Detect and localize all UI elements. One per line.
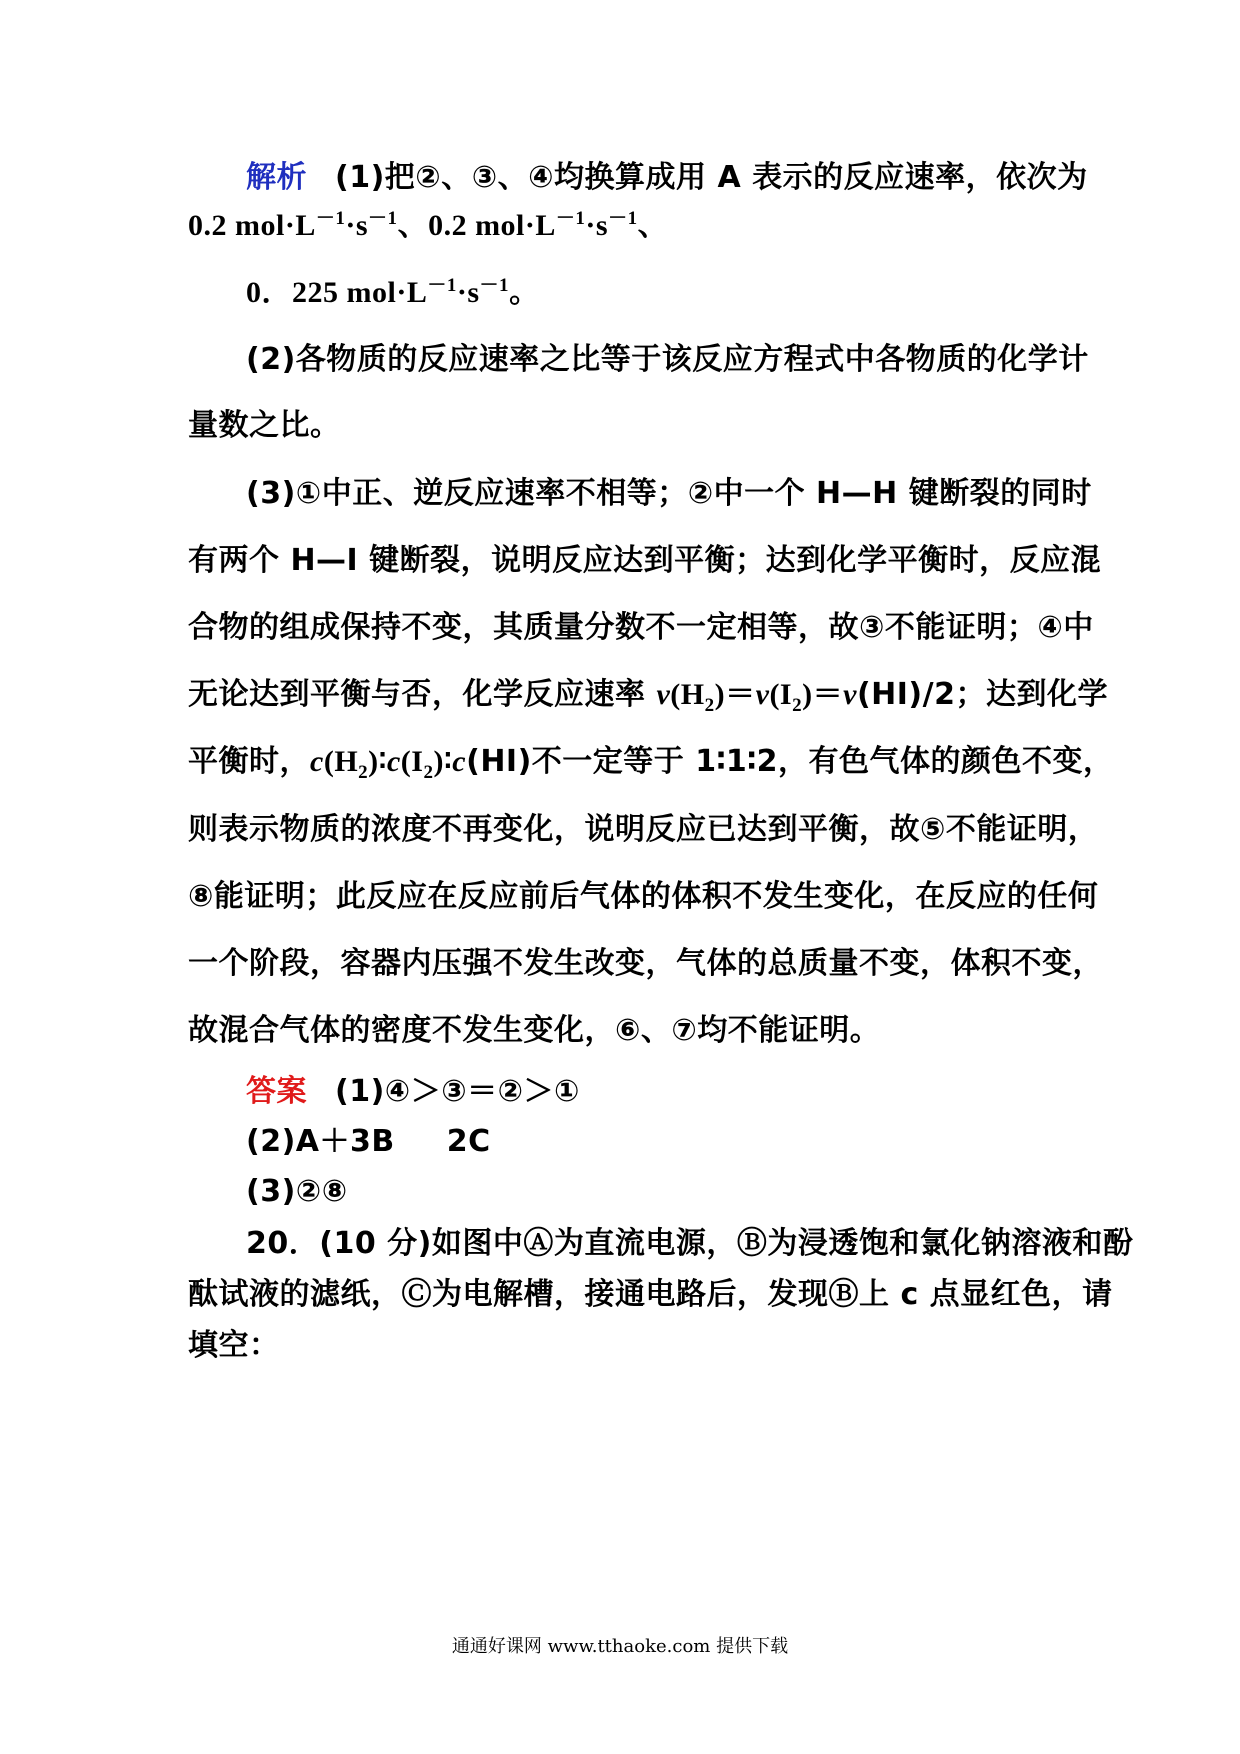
period: 。: [509, 276, 540, 309]
symbol-c: c: [310, 745, 324, 778]
answer-line-2: [246, 1122, 1058, 1162]
text-run: )＝: [714, 678, 756, 711]
analysis-line-3: [246, 273, 1058, 313]
subscript: 2: [423, 762, 434, 783]
question20-line-3: 填空：: [188, 1328, 280, 1363]
symbol-v: v: [843, 678, 857, 711]
separator: 、: [637, 209, 669, 242]
analysis-p3-line-1: (3)①中正、逆反应速率不相等；②中一个 H—H 键断裂的同时: [246, 476, 1092, 511]
answer-label: 答案: [246, 1074, 307, 1109]
text-run: )∶: [433, 745, 453, 778]
analysis-line-1: [246, 158, 1088, 198]
analysis-label: 解析: [246, 160, 307, 195]
analysis-p2-line-1: (2)各物质的反应速率之比等于该反应方程式中各物质的化学计: [246, 342, 1089, 377]
text-run: )∶: [368, 745, 387, 778]
analysis-p3-line-5: [188, 742, 1114, 783]
text-run: (I: [769, 678, 793, 711]
answer-1: (1)④＞③＝②＞①: [335, 1074, 580, 1109]
analysis-p3-line-3: 合物的组成保持不变，其质量分数不一定相等，故③不能证明；④中: [188, 610, 1094, 645]
text-run: (HI)/2；达到化学: [856, 677, 1108, 712]
analysis-p2-line-2: 量数之比。: [188, 408, 341, 443]
symbol-c: c: [452, 745, 467, 778]
subscript: 2: [792, 695, 803, 716]
separator: 、: [397, 209, 429, 242]
text-run: 无论达到平衡与否，化学反应速率: [188, 677, 657, 712]
analysis-p3-line-4: [188, 675, 1108, 716]
question20-line-1: 20．(10 分)如图中Ⓐ为直流电源，Ⓑ为浸透饱和氯化钠溶液和酚: [246, 1226, 1134, 1261]
subscript: 2: [704, 695, 715, 716]
symbol-c: c: [386, 745, 401, 778]
answer-2-left: (2)A＋3B: [246, 1124, 395, 1159]
exponent: －1: [315, 208, 346, 229]
text-run: )＝: [802, 678, 844, 711]
analysis-p3-line-8: 一个阶段，容器内压强不发生改变，气体的总质量不变，体积不变，: [188, 946, 1103, 981]
symbol-v: v: [656, 678, 671, 711]
rate-value-1: 0.2 mol·L: [188, 209, 316, 242]
analysis-p3-line-2: 有两个 H—I 键断裂，说明反应达到平衡；达到化学平衡时，反应混: [188, 543, 1102, 578]
answer-2-right: 2C: [446, 1124, 491, 1159]
unit-s: ·s: [585, 209, 609, 242]
text-run: (H: [670, 678, 705, 711]
footer-source: 通通好课网 www.tthaoke.com 提供下载: [451, 1636, 789, 1657]
exponent: －1: [608, 208, 638, 229]
text-run: (H: [323, 745, 359, 778]
answer-line-1: [246, 1072, 1058, 1112]
analysis-p3-line-6: 则表示物质的浓度不再变化，说明反应已达到平衡，故⑤不能证明，: [188, 812, 1099, 847]
analysis-line-2: [188, 206, 1058, 246]
analysis-p3-line-7: ⑧能证明；此反应在反应前后气体的体积不发生变化，在反应的任何: [188, 879, 1099, 914]
analysis-p3-line-9: 故混合气体的密度不发生变化，⑥、⑦均不能证明。: [188, 1013, 881, 1048]
exponent: －1: [479, 275, 510, 296]
unit-s: ·s: [345, 209, 369, 242]
unit-s: ·s: [456, 276, 480, 309]
text-run: 平衡时，: [188, 744, 310, 779]
rate-value-2: 0.2 mol·L: [428, 209, 556, 242]
exponent: －1: [368, 208, 398, 229]
exponent: －1: [555, 208, 586, 229]
rate-value-3: 0．225 mol·L: [246, 276, 428, 309]
symbol-v: v: [755, 678, 770, 711]
text-run: (HI)不一定等于 1∶1∶2，有色气体的颜色不变，: [466, 744, 1114, 779]
analysis-text-1: (1)把②、③、④均换算成用 A 表示的反应速率，依次为: [335, 160, 1088, 195]
exponent: －1: [427, 275, 457, 296]
answer-line-3: (3)②⑧: [246, 1174, 348, 1209]
subscript: 2: [358, 762, 369, 783]
text-run: (I: [400, 745, 424, 778]
question20-line-2: 酞试液的滤纸，Ⓒ为电解槽，接通电路后，发现Ⓑ上 c 点显红色，请: [188, 1277, 1113, 1312]
